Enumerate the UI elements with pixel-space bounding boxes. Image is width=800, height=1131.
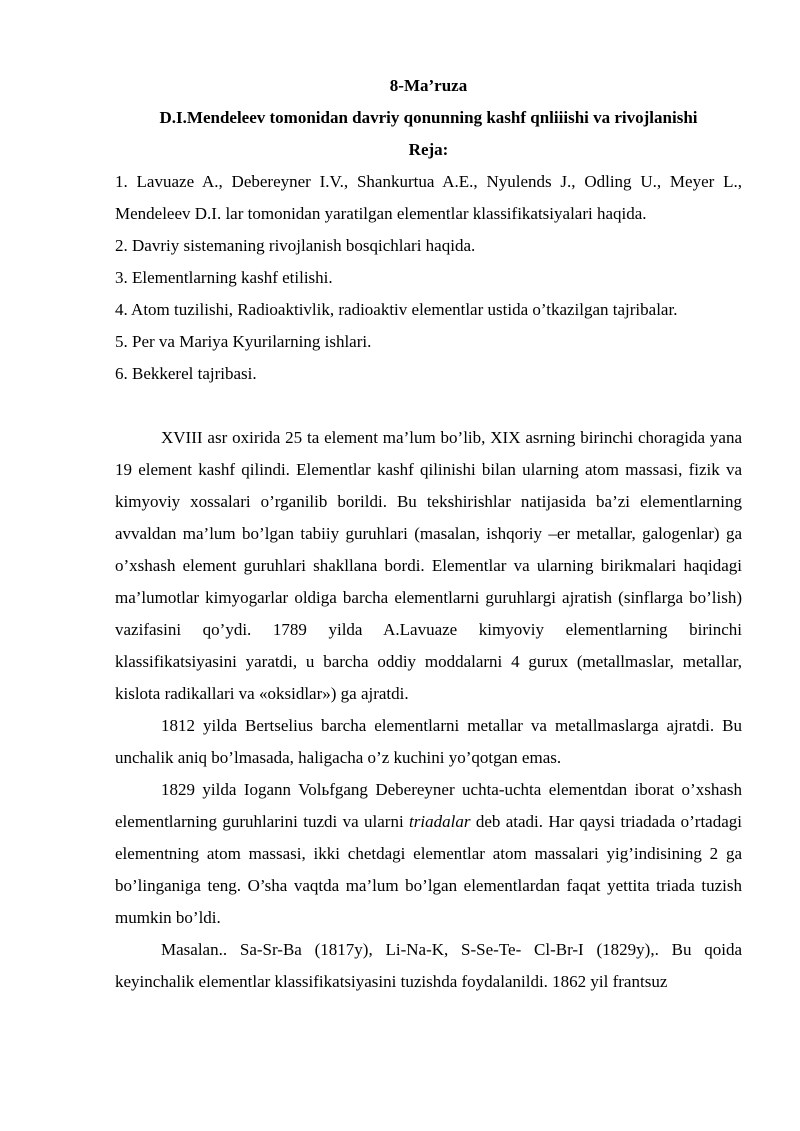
paragraph: 1812 yilda Bertselius barcha elementlarni metallar va metallmaslarga ajratdi. Bu unchalik aniq bo’lmasada, haligacha o’z kuchini yo’qotgan emas. <box>115 716 742 767</box>
plan-item: 3. Elementlarning kashf etilishi. <box>115 268 333 287</box>
paragraph-text: deb atadi. Har qaysi triadada o’rtadagi elementning atom massasi, ikki chetdagi elementlar atom massalari yig’indisining 2 ga bo’linganiga teng. O’sha vaqtda ma’lum bo’lgan elementlardan faqat yettita triada tuzish mumkin bo’ldi. <box>115 812 742 927</box>
lecture-title: D.I.Mendeleev tomonidan davriy qonunning kashf qnliiishi va rivojlanishi <box>159 108 698 127</box>
paragraph <box>115 774 742 934</box>
blank-line <box>115 390 742 422</box>
plan-item: 4. Atom tuzilishi, Radioaktivlik, radioaktiv elementlar ustida o’tkazilgan tajribalar. <box>115 300 678 319</box>
plan-item: 2. Davriy sistemaning rivojlanish bosqichlari haqida. <box>115 236 476 255</box>
italic-term: triadalar <box>409 812 471 831</box>
paragraph: Masalan.. Sa-Sr-Ba (1817y), Li-Na-K, S-Se-Te- Cl-Br-I (1829y),. Bu qoida keyinchalik elementlar klassifikatsiyasini tuzishda foydalanildi. 1862 yil frantsuz <box>115 940 742 991</box>
plan-list <box>115 166 742 390</box>
plan-item: 6. Bekkerel tajribasi. <box>115 364 257 383</box>
paragraph-text: 1829 yilda Iogann Volьfgang Debereyner uchta-uchta elementdan iborat o’xshash elementlarning guruhlarini tuzdi va ularni <box>115 780 742 831</box>
document-page <box>115 70 742 998</box>
plan-heading: Reja: <box>408 140 449 159</box>
lecture-number: 8-Ma’ruza <box>389 76 468 95</box>
plan-item: 5. Per va Mariya Kyurilarning ishlari. <box>115 332 372 351</box>
plan-item: 1. Lavuaze A., Debereyner I.V., Shankurtua A.E., Nyulends J., Odling U., Meyer L., Mendeleev D.I. lar tomonidan yaratilgan elementlar klassifikatsiyalari haqida. <box>115 172 742 223</box>
paragraph: XVIII asr oxirida 25 ta element ma’lum bo’lib, XIX asrning birinchi choragida yana 19 element kashf qilindi. Elementlar kashf qilinishi bilan ularning atom massasi, fizik va kimyoviy xossalari o’rganilib borildi. Bu tekshirishlar natijasida ba’zi elementlarning avvaldan ma’lum bo’lgan tabiiy guruhlari (masalan, ishqoriy –er metallar, galogenlar) ga o’xshash element guruhlari shakllana bordi. Elementlar va ularning birikmalari haqidagi ma’lumotlar kimyogarlar oldiga barcha elementlarni guruhlargi ajratish (sinflarga bo’lish) vazifasini qo’ydi. 1789 yilda A.Lavuaze kimyoviy elementlarning birinchi klassifikatsiyasini yaratdi, u barcha oddiy moddalarni 4 gurux (metallmaslar, metallar, kislota radikallari va «oksidlar») ga ajratdi. <box>115 428 742 703</box>
